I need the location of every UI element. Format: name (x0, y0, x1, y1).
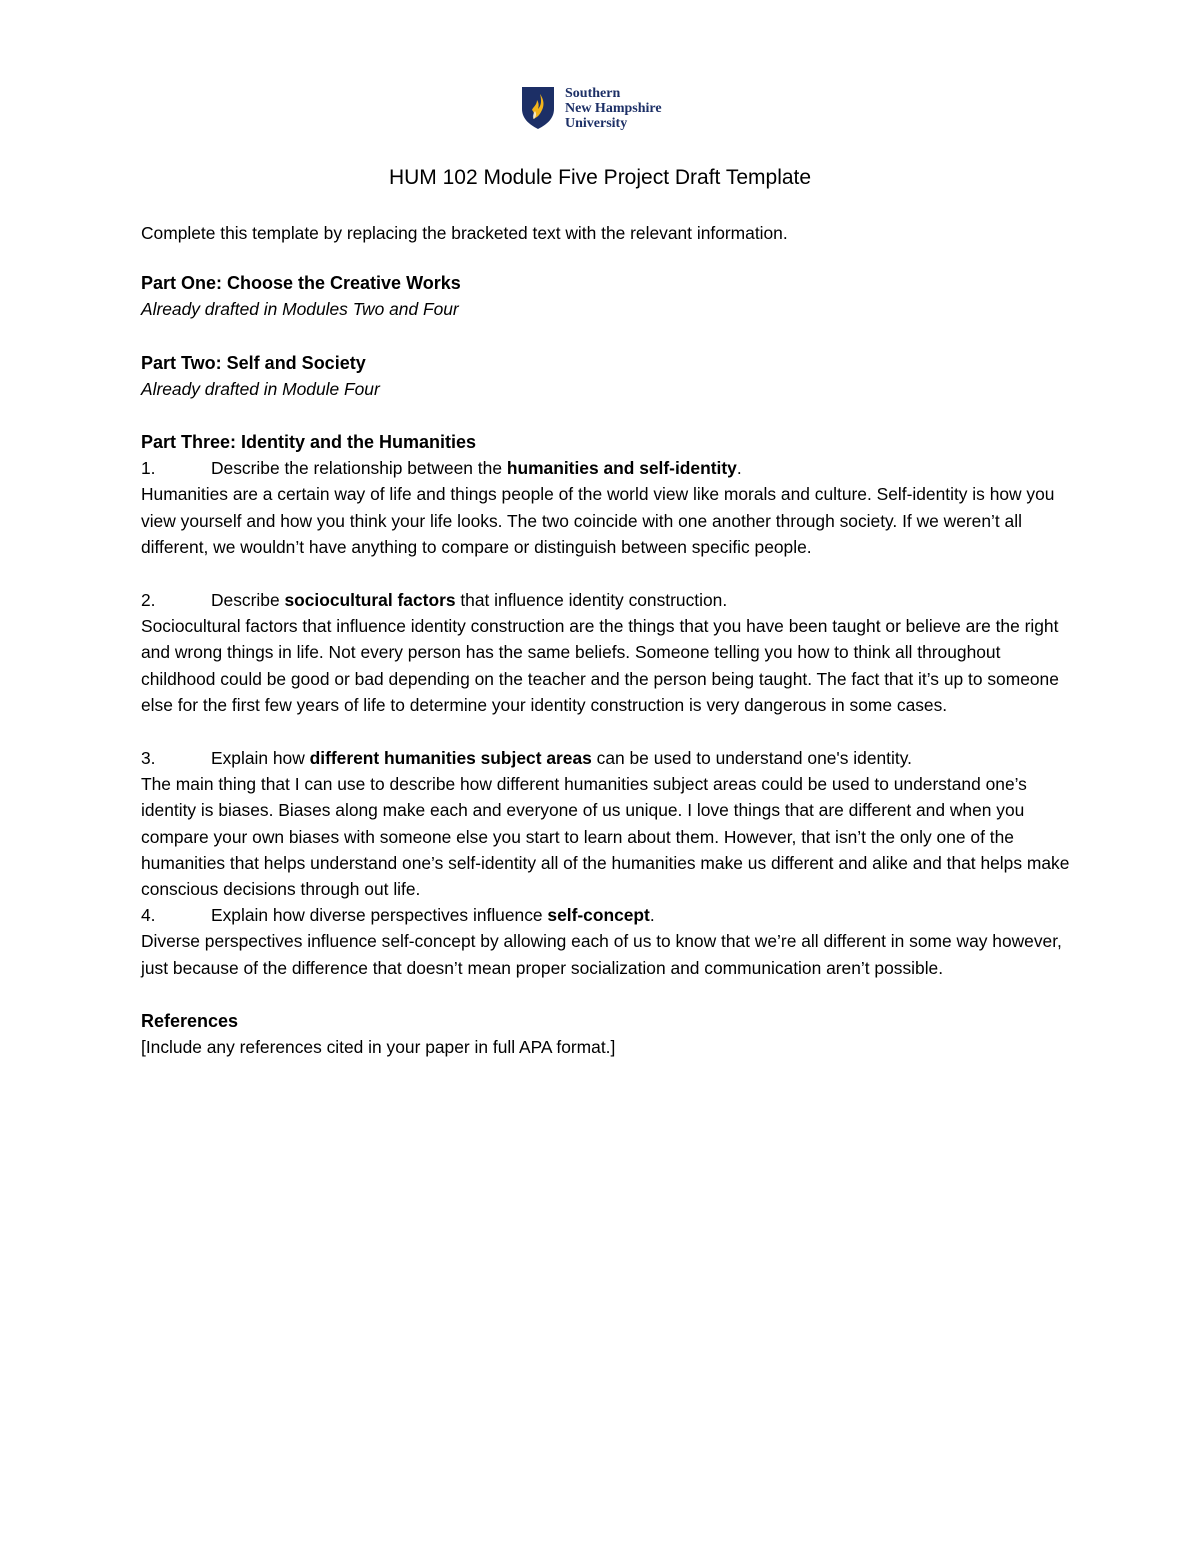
prompt-keyword: humanities and self-identity (506, 458, 737, 479)
prompt-text-end: can be used to understand one's identity. (591, 748, 912, 769)
references-note: [Include any references cited in your paper in full APA format.] (141, 1037, 616, 1058)
prompt-number: 3. (141, 748, 156, 769)
answer-2: Sociocultural factors that influence identity construction are the things that you have been taught or believe are the right and wrong things in life. Not every person has the same beliefs. Someone telling you how to think all throughout childhood could be good or bad depending on the teacher and the person being taught. The fact that it’s up to someone else for the first few years of life to determine your identity construction is very dangerous in some cases. (141, 616, 1059, 715)
logo-line-2: New Hampshire (565, 100, 662, 116)
prompt-number: 4. (141, 905, 156, 926)
part-two-heading: Part Two: Self and Society (141, 352, 366, 373)
prompt-number: 1. (141, 458, 156, 479)
prompt-keyword: sociocultural factors (284, 590, 456, 611)
prompt-keyword: different humanities subject areas (309, 748, 592, 769)
prompt-text: Explain how (211, 748, 310, 769)
logo-line-3: University (565, 115, 628, 131)
answer-3: The main thing that I can use to describe how different humanities subject areas could be used to understand one’s identity is biases. Biases along make each and everyone of us unique. I love things that are different and when you compare your own biases with someone else you start to learn about them. However, that isn’t the only one of the humanities that helps understand one’s self-identity all of the humanities make us different and alike and that helps make conscious decisions through out life. (141, 774, 1070, 900)
prompt-text: Explain how diverse perspectives influence (211, 905, 548, 926)
part-one-heading: Part One: Choose the Creative Works (141, 273, 461, 294)
prompt-keyword: self-concept (547, 905, 650, 926)
references-heading: References (141, 1010, 239, 1031)
logo-wordmark (565, 86, 662, 131)
logo-line-1: Southern (565, 85, 621, 101)
answer-4: Diverse perspectives influence self-concept by allowing each of us to know that we’re all different in some way however, just because of the difference that doesn’t mean proper socialization and communication aren’t possible. (141, 931, 1062, 978)
part-two-note: Already drafted in Module Four (141, 378, 380, 399)
prompt-text: Describe (211, 590, 285, 611)
prompt-text-end: . (649, 905, 655, 926)
prompt-3 (141, 745, 1071, 771)
prompt-text: Describe the relationship between the (211, 458, 507, 479)
page-title: HUM 102 Module Five Project Draft Template (388, 166, 812, 189)
shield-flame-icon (520, 85, 556, 131)
answer-1: Humanities are a certain way of life and things people of the world view like morals and culture. Self-identity is how you view yourself and how you think your life looks. The two coincide with one another through society. If we weren’t all different, we wouldn’t have anything to compare or distinguish between specific people. (141, 484, 1055, 557)
instructions: Complete this template by replacing the bracketed text with the relevant information. (141, 223, 788, 243)
prompt-text-end: . (736, 458, 742, 479)
prompt-number: 2. (141, 590, 156, 611)
part-three-heading: Part Three: Identity and the Humanities (141, 432, 477, 453)
document-body (141, 220, 1071, 1060)
prompt-2 (141, 587, 1071, 613)
prompt-1 (141, 455, 1071, 481)
prompt-text-end: that influence identity construction. (455, 590, 728, 611)
part-one-note: Already drafted in Modules Two and Four (141, 299, 459, 320)
university-logo (520, 84, 690, 132)
prompt-4 (141, 902, 1071, 928)
